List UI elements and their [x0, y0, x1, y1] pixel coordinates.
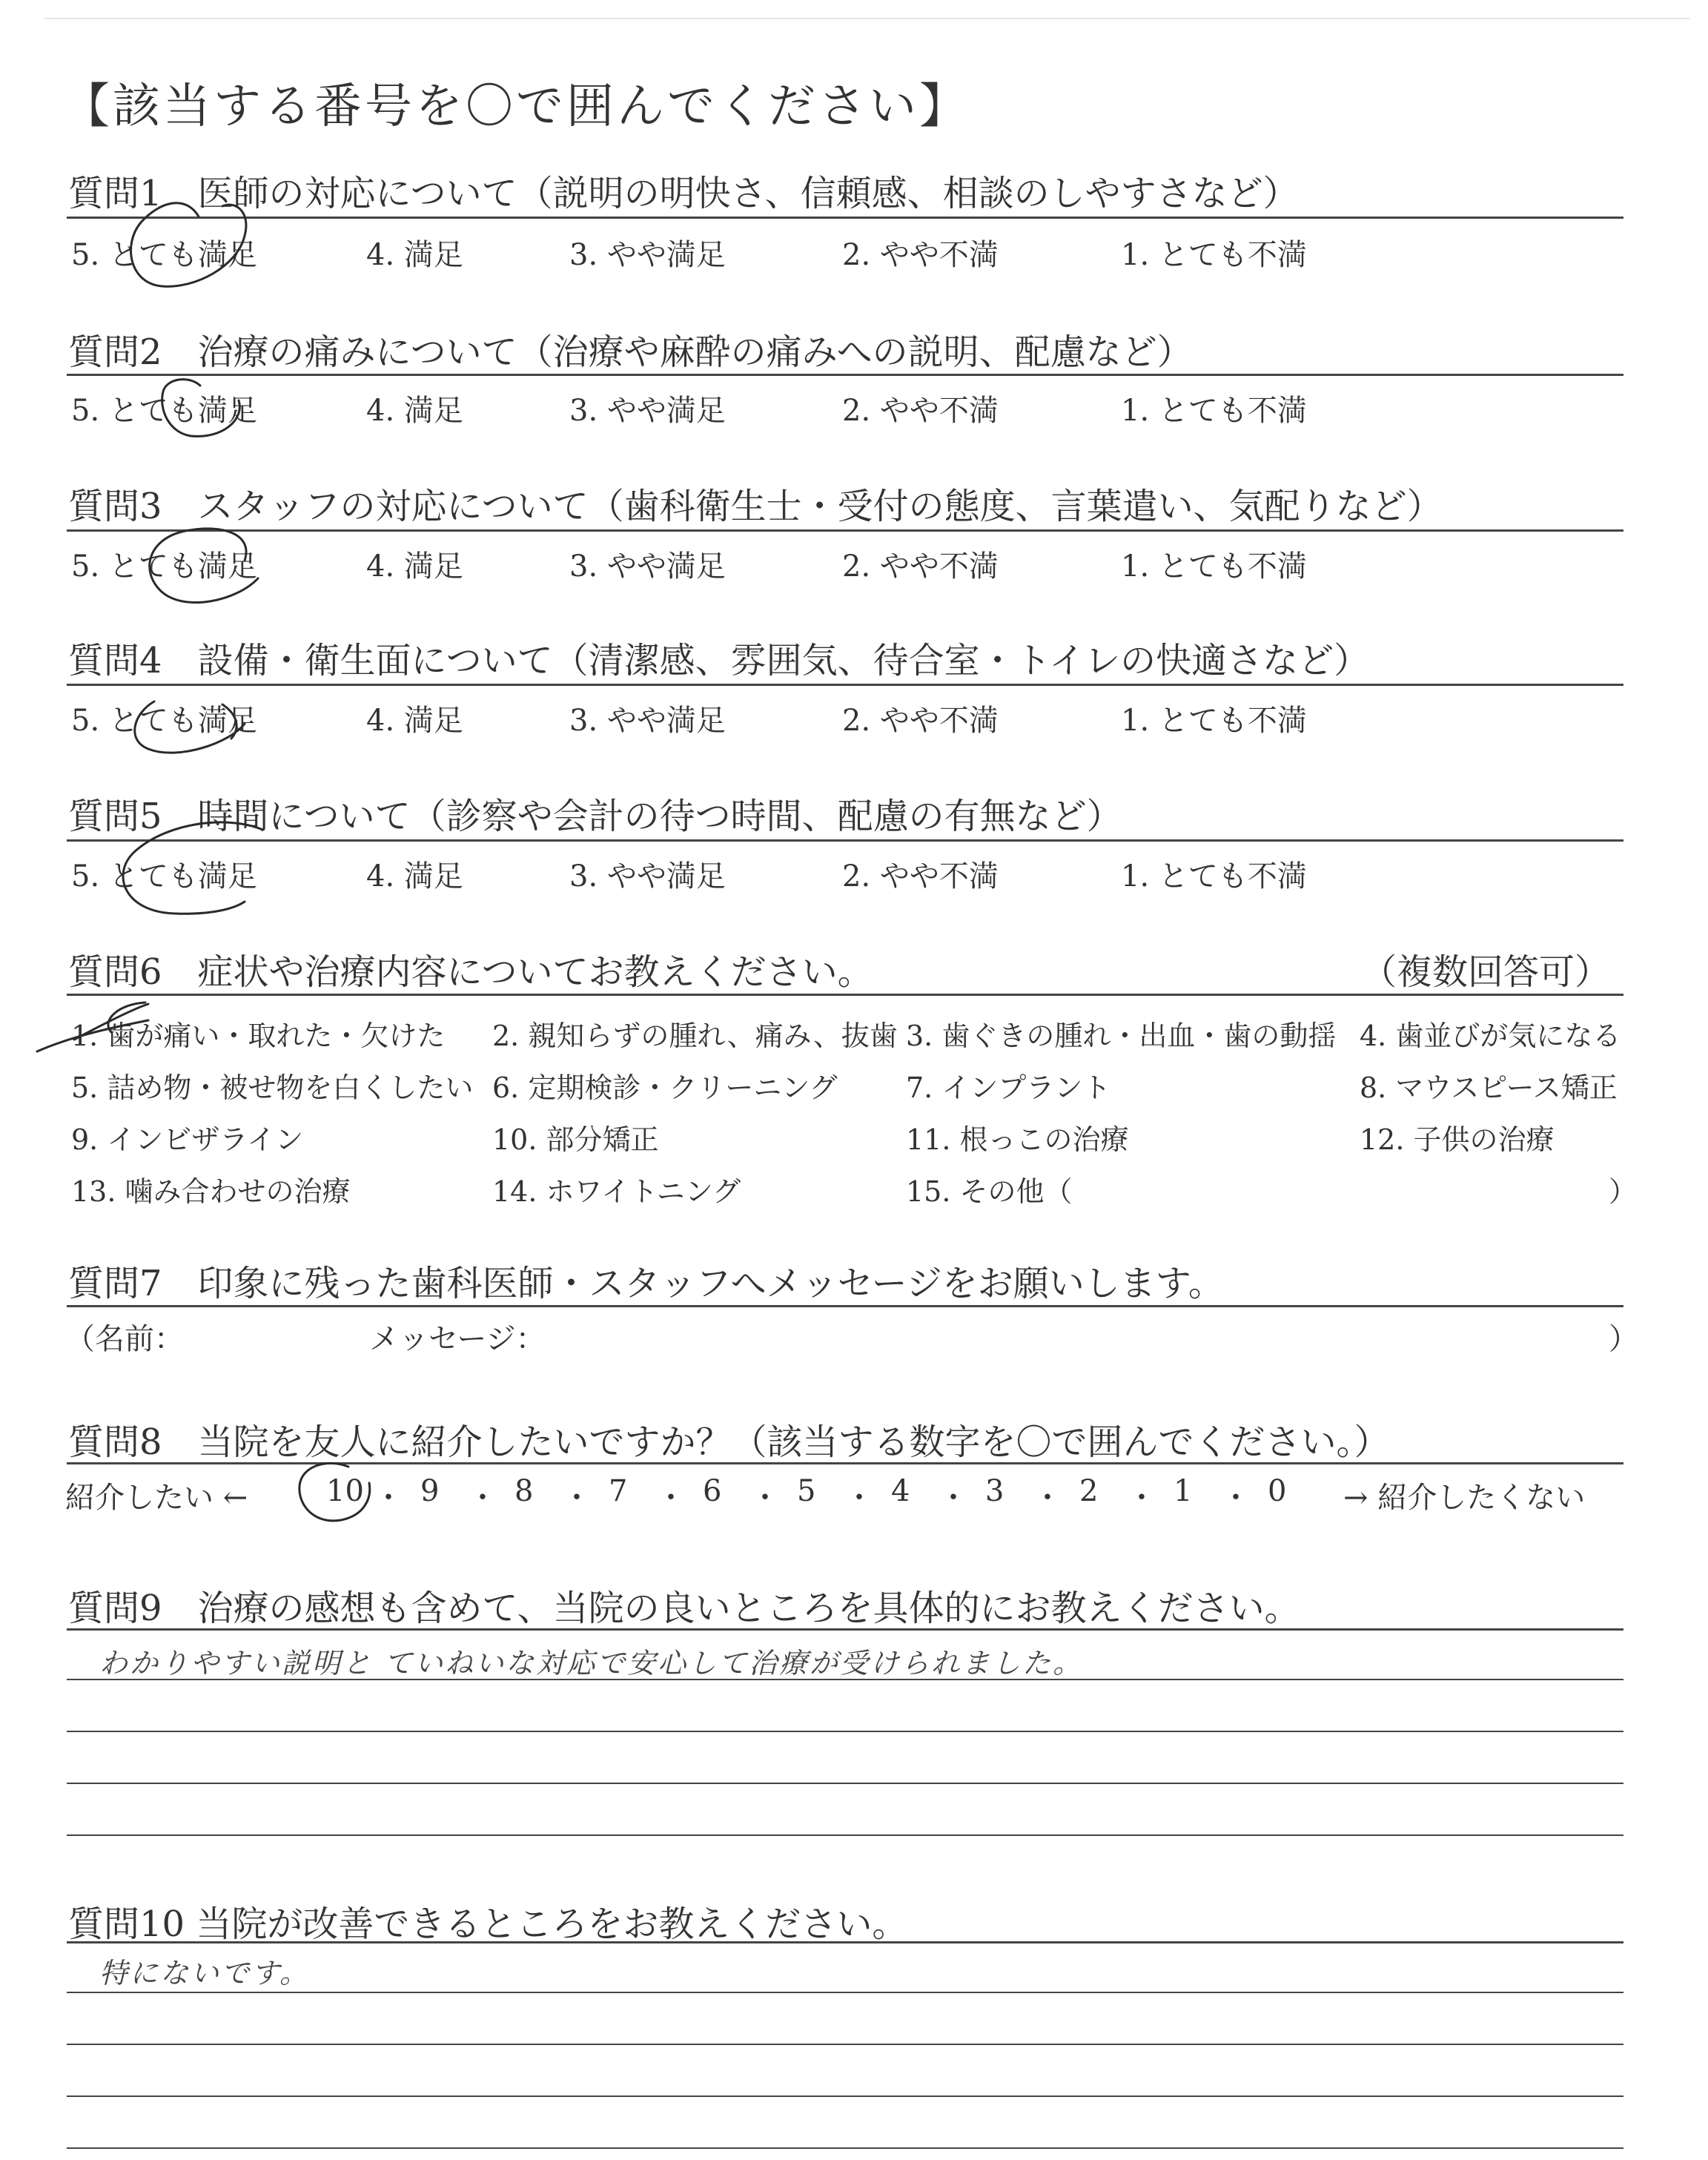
- q1-option-3[interactable]: 3. やや満足: [569, 238, 726, 272]
- question-4-title: 質問4 設備・衛生面について（清潔感、雰囲気、待合室・トイレの快適さなど）: [68, 640, 1370, 681]
- q8-scale-9[interactable]: 9: [420, 1474, 440, 1508]
- question-2-rule: [67, 374, 1623, 376]
- question-8-rule: [67, 1462, 1623, 1464]
- q5-option-5[interactable]: 5. とても満足: [71, 859, 257, 894]
- q6-item-14[interactable]: 14. ホワイトニング: [492, 1175, 741, 1208]
- q3-option-2[interactable]: 2. やや不満: [842, 549, 999, 584]
- q6-item-7[interactable]: 7. インプラント: [906, 1071, 1111, 1104]
- question-9-rule: [67, 1628, 1623, 1631]
- q8-scale-separator: ・: [750, 1481, 780, 1515]
- q6-item-9[interactable]: 9. インビザライン: [71, 1123, 304, 1156]
- q6-item-3[interactable]: 3. 歯ぐきの腫れ・出血・歯の動揺: [906, 1020, 1337, 1052]
- question-5-rule: [67, 839, 1623, 842]
- question-1-rule: [67, 217, 1623, 219]
- q10-line-2: [67, 2044, 1623, 2045]
- question-10-title: 質問10 当院が改善できるところをお教えください。: [68, 1903, 908, 1945]
- q3-option-3[interactable]: 3. やや満足: [569, 549, 726, 584]
- q8-scale-10[interactable]: 10: [326, 1474, 364, 1508]
- q6-item-2[interactable]: 2. 親知らずの腫れ、痛み、抜歯: [492, 1020, 898, 1052]
- q8-scale-separator: ・: [656, 1481, 686, 1515]
- q9-line-1: [67, 1679, 1623, 1680]
- q10-line-4: [67, 2147, 1623, 2149]
- question-6-note: （複数回答可）: [1361, 951, 1611, 993]
- q4-option-5[interactable]: 5. とても満足: [71, 704, 257, 738]
- q8-scale-separator: ・: [1033, 1481, 1062, 1515]
- q6-item-6[interactable]: 6. 定期検診・クリーニング: [492, 1071, 838, 1104]
- q8-scale-6[interactable]: 6: [703, 1474, 722, 1508]
- question-7-rule: [67, 1305, 1623, 1307]
- q8-scale-separator: ・: [374, 1481, 403, 1515]
- q8-scale-4[interactable]: 4: [891, 1474, 910, 1508]
- question-6-rule: [67, 994, 1623, 996]
- q6-item-8[interactable]: 8. マウスピース矯正: [1360, 1071, 1618, 1104]
- q8-scale-5[interactable]: 5: [797, 1474, 816, 1508]
- q2-option-3[interactable]: 3. やや満足: [569, 394, 726, 428]
- q3-option-4[interactable]: 4. 満足: [366, 549, 463, 584]
- q8-scale-1[interactable]: 1: [1174, 1474, 1193, 1508]
- q8-scale-separator: ・: [468, 1481, 497, 1515]
- q8-scale-8[interactable]: 8: [514, 1474, 534, 1508]
- q4-option-3[interactable]: 3. やや満足: [569, 704, 726, 738]
- q2-option-4[interactable]: 4. 満足: [366, 394, 463, 428]
- q8-scale-3[interactable]: 3: [985, 1474, 1004, 1508]
- q10-line-1: [67, 1992, 1623, 1993]
- q3-option-5[interactable]: 5. とても満足: [71, 549, 257, 584]
- q6-item-15-close: ）: [1609, 1175, 1638, 1208]
- q7-name-label: （名前：: [65, 1322, 184, 1356]
- question-8-title: 質問8 当院を友人に紹介したいですか？（該当する数字を〇で囲んでください。）: [68, 1421, 1390, 1463]
- q9-handwritten-answer: わかりやすい説明と ていねいな対応で安心して治療が受けられました。: [99, 1647, 1084, 1680]
- question-1-title: 質問1 医師の対応について（説明の明快さ、信頼感、相談のしやすさなど）: [68, 173, 1299, 214]
- question-5-title: 質問5 時間について（診察や会計の待つ時間、配慮の有無など）: [68, 796, 1122, 837]
- question-2-title: 質問2 治療の痛みについて（治療や麻酔の痛みへの説明、配慮など）: [68, 331, 1193, 373]
- q4-option-4[interactable]: 4. 満足: [366, 704, 463, 738]
- q9-line-2: [67, 1731, 1623, 1732]
- q6-item-12[interactable]: 12. 子供の治療: [1360, 1123, 1555, 1156]
- q8-scale-separator: ・: [1221, 1481, 1251, 1515]
- question-7-title: 質問7 印象に残った歯科医師・スタッフへメッセージをお願いします。: [68, 1263, 1224, 1304]
- q9-line-4: [67, 1834, 1623, 1836]
- question-9-title: 質問9 治療の感想も含めて、当院の良いところを具体的にお教えください。: [68, 1588, 1300, 1629]
- q8-scale-separator: ・: [939, 1481, 968, 1515]
- q1-option-5[interactable]: 5. とても満足: [71, 238, 257, 272]
- q8-scale-7[interactable]: 7: [609, 1474, 628, 1508]
- top-edge: [44, 18, 1690, 19]
- q5-option-1[interactable]: 1. とても不満: [1121, 859, 1307, 894]
- question-3-title: 質問3 スタッフの対応について（歯科衛生士・受付の態度、言葉遣い、気配りなど）: [68, 486, 1443, 527]
- q6-item-5[interactable]: 5. 詰め物・被せ物を白くしたい: [71, 1071, 474, 1104]
- q5-option-2[interactable]: 2. やや不満: [842, 859, 999, 894]
- q6-item-4[interactable]: 4. 歯並びが気になる: [1360, 1020, 1621, 1052]
- q6-item-1[interactable]: 1. 歯が痛い・取れた・欠けた: [71, 1020, 446, 1052]
- page-header: 【該当する番号を〇で囲んでください】: [62, 79, 970, 134]
- q8-scale-separator: ・: [1127, 1481, 1156, 1515]
- q8-scale-separator: ・: [844, 1481, 874, 1515]
- question-4-rule: [67, 684, 1623, 686]
- q2-option-5[interactable]: 5. とても満足: [71, 394, 257, 428]
- question-3-rule: [67, 529, 1623, 532]
- q3-option-1[interactable]: 1. とても不満: [1121, 549, 1307, 584]
- q8-scale-2[interactable]: 2: [1079, 1474, 1099, 1508]
- question-10-rule: [67, 1941, 1623, 1943]
- q10-handwritten-answer: 特にないです。: [99, 1957, 310, 1989]
- q8-left-label: 紹介したい ←: [65, 1481, 248, 1515]
- q5-option-4[interactable]: 4. 満足: [366, 859, 463, 894]
- q4-option-1[interactable]: 1. とても不満: [1121, 704, 1307, 738]
- q8-scale-0[interactable]: 0: [1268, 1474, 1287, 1508]
- q8-right-label: → 紹介したくない: [1343, 1481, 1586, 1515]
- q6-item-10[interactable]: 10. 部分矯正: [492, 1123, 659, 1156]
- q6-item-11[interactable]: 11. 根っこの治療: [906, 1123, 1129, 1156]
- q7-message-label: メッセージ：: [369, 1322, 546, 1356]
- q5-option-3[interactable]: 3. やや満足: [569, 859, 726, 894]
- q10-line-3: [67, 2095, 1623, 2097]
- q2-option-2[interactable]: 2. やや不満: [842, 394, 999, 428]
- q6-item-13[interactable]: 13. 噛み合わせの治療: [71, 1175, 351, 1208]
- q8-scale-separator: ・: [562, 1481, 592, 1515]
- q7-close: ）: [1609, 1322, 1638, 1356]
- q6-item-15[interactable]: 15. その他（: [906, 1175, 1073, 1208]
- q2-option-1[interactable]: 1. とても不満: [1121, 394, 1307, 428]
- q1-option-4[interactable]: 4. 満足: [366, 238, 463, 272]
- q4-option-2[interactable]: 2. やや不満: [842, 704, 999, 738]
- question-6-title: 質問6 症状や治療内容についてお教えください。: [68, 951, 873, 993]
- q9-line-3: [67, 1783, 1623, 1784]
- q1-option-1[interactable]: 1. とても不満: [1121, 238, 1307, 272]
- q1-option-2[interactable]: 2. やや不満: [842, 238, 999, 272]
